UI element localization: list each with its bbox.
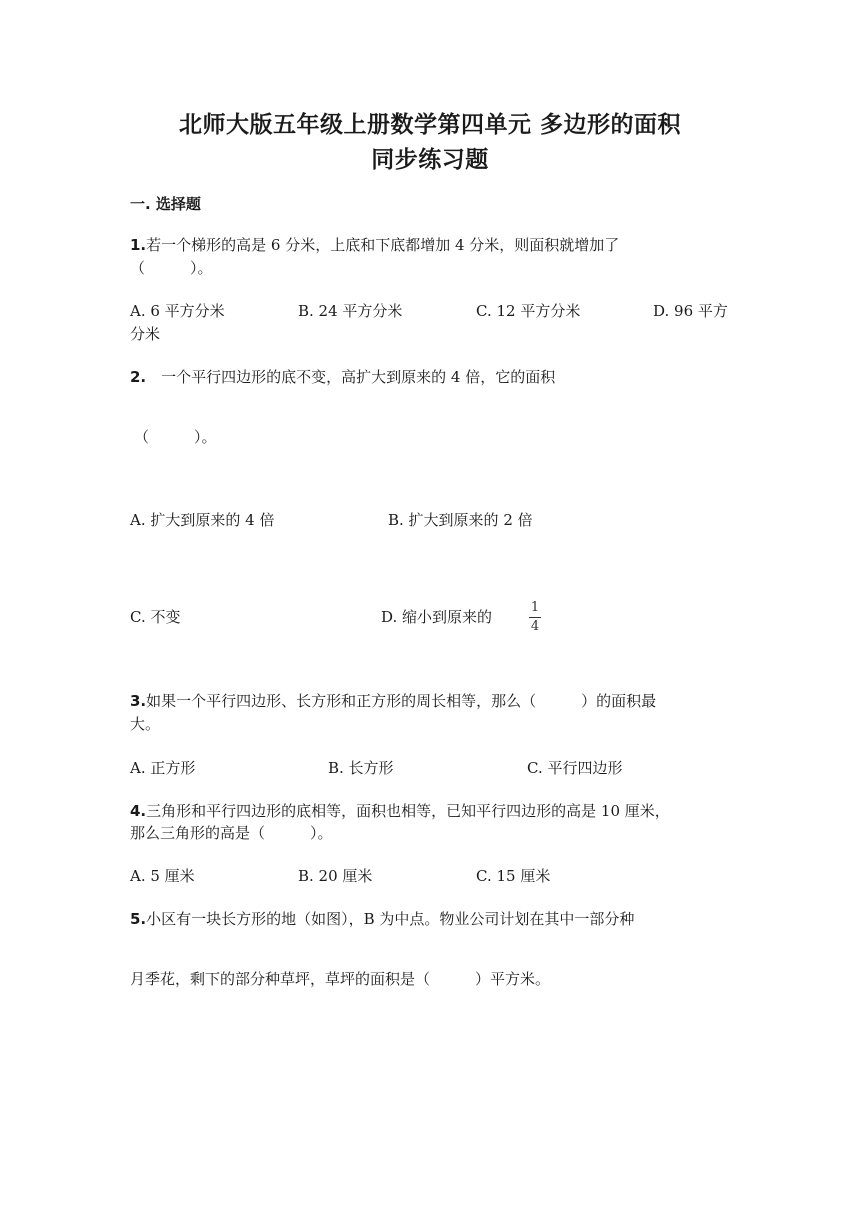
question-text: 三角形和平行四边形的底相等，面积也相等，已知平行四边形的高是 10 厘米， xyxy=(146,802,670,820)
page-subtitle: 同步练习题 xyxy=(371,147,489,173)
option-b: B. 24 平方分米 xyxy=(298,302,403,320)
question-text: 小区有一块长方形的地（如图），B 为中点。物业公司计划在其中一部分种 xyxy=(146,910,635,928)
question-number: 2. xyxy=(130,368,147,386)
fraction-numerator: 1 xyxy=(530,600,540,615)
option-d: D. 96 平方 xyxy=(653,302,728,320)
question-number: 3. xyxy=(130,692,147,710)
question-number: 1. xyxy=(130,236,147,254)
option-c: C. 不变 xyxy=(130,608,181,626)
option-b: B. 长方形 xyxy=(328,759,394,777)
option-d-wrap: 分米 xyxy=(130,325,161,343)
option-c: C. 15 厘米 xyxy=(476,867,551,885)
option-d: D. 缩小到原来的 xyxy=(381,608,493,626)
question-5 xyxy=(130,908,634,930)
question-1 xyxy=(130,234,619,256)
option-a: A. 5 厘米 xyxy=(130,867,195,885)
option-b: B. 20 厘米 xyxy=(298,867,373,885)
option-a: A. 6 平方分米 xyxy=(130,302,225,320)
fraction-bar xyxy=(529,617,541,618)
option-a: A. 扩大到原来的 4 倍 xyxy=(130,511,275,529)
option-a: A. 正方形 xyxy=(130,759,196,777)
option-c: C. 12 平方分米 xyxy=(476,302,581,320)
question-text: 如果一个平行四边形、长方形和正方形的周长相等，那么（ ）的面积最 xyxy=(146,692,657,710)
fraction-denominator: 4 xyxy=(530,619,540,634)
question-3 xyxy=(130,690,656,712)
option-b: B. 扩大到原来的 2 倍 xyxy=(388,511,533,529)
question-number: 4. xyxy=(130,802,147,820)
question-2 xyxy=(130,366,555,388)
question-number: 5. xyxy=(130,910,147,928)
question-text: 若一个梯形的高是 6 分米，上底和下底都增加 4 分米，则面积就增加了 xyxy=(146,236,620,254)
question-3-line2: 大。 xyxy=(130,715,161,733)
question-4 xyxy=(130,800,670,822)
question-4-line2: 那么三角形的高是（ ）。 xyxy=(130,824,333,842)
question-text: 一个平行四边形的底不变，高扩大到原来的 4 倍，它的面积 xyxy=(146,368,556,386)
question-2-blank: （ ）。 xyxy=(134,428,217,446)
option-c: C. 平行四边形 xyxy=(527,759,623,777)
page-title: 北师大版五年级上册数学第四单元 多边形的面积 xyxy=(178,112,681,138)
section-heading: 一. 选择题 xyxy=(130,195,201,213)
fraction-one-quarter xyxy=(527,600,543,635)
question-5-line2: 月季花，剩下的部分种草坪，草坪的面积是（ ）平方米。 xyxy=(130,970,551,988)
question-1-blank: （ ）。 xyxy=(130,259,213,277)
